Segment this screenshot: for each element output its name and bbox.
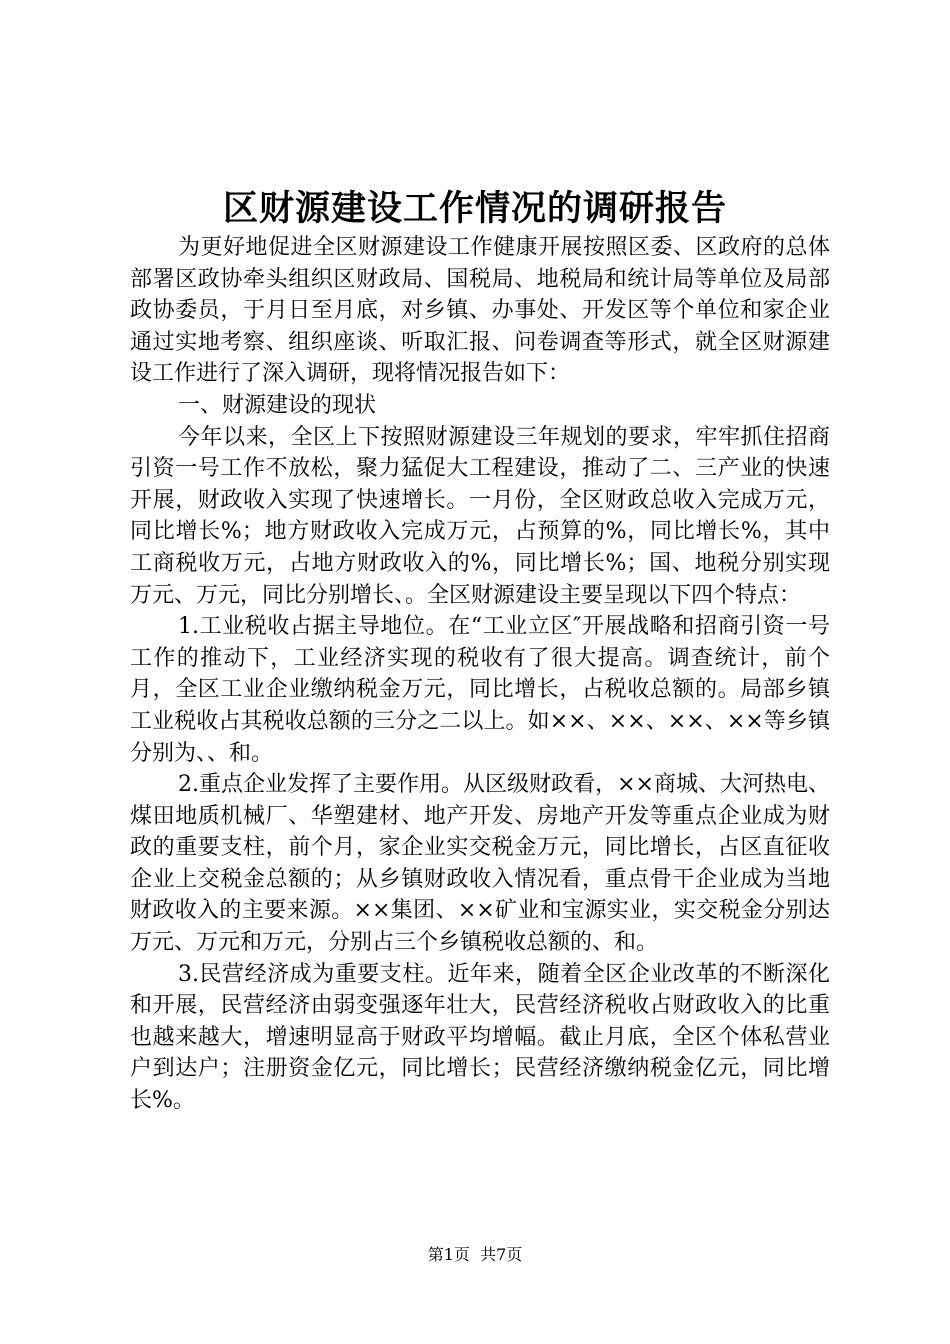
document-title: 区财源建设工作情况的调研报告	[222, 188, 727, 229]
point-1-paragraph: 1.工业税收占据主导地位。在“工业立区″开展战略和招商引资一号工作的推动下，工业经济实现的税收有了很大提高。调查统计，前个月，全区工业企业缴纳税金万元，同比增长，占税收总额的。局部乡镇工业税收占其税收总额的三分之二以上。如××、××、××、××等乡镇分别为、、和。	[130, 614, 830, 766]
section-heading: 一、财源建设的现状	[178, 392, 377, 418]
document-body	[130, 232, 830, 1117]
page-total: 共7页	[480, 1245, 523, 1264]
page-number: 第1页	[427, 1245, 470, 1264]
intro-paragraph: 为更好地促进全区财源建设工作健康开展按照区委、区政府的总体部署区政协牵头组织区财政局、国税局、地税局和统计局等单位及局部政协委员，于月日至月底，对乡镇、办事处、开发区等个单位和家企业通过实地考察、组织座谈、听取汇报、问卷调查等形式，就全区财源建设工作进行了深入调研，现将情况报告如下：	[130, 235, 830, 387]
status-paragraph: 今年以来，全区上下按照财源建设三年规划的要求，牢牢抓住招商引资一号工作不放松，聚力猛促大工程建设，推动了二、三产业的快速开展，财政收入实现了快速增长。一月份，全区财政总收入完成万元，同比增长%；地方财政收入完成万元，占预算的%，同比增长%，其中工商税收万元，占地方财政收入的%，同比增长%；国、地税分别实现万元、万元，同比分别增长、。全区财源建设主要呈现以下四个特点：	[130, 424, 830, 608]
page-footer	[0, 1244, 950, 1266]
point-2-paragraph: 2.重点企业发挥了主要作用。从区级财政看，××商城、大河热电、煤田地质机械厂、华塑建材、地产开发、房地产开发等重点企业成为财政的重要支柱，前个月，家企业实交税金万元，同比增长，占区直征收企业上交税金总额的；从乡镇财政收入情况看，重点骨干企业成为当地财政收入的主要来源。××集团、××矿业和宝源实业，实交税金分别达万元、万元和万元，分别占三个乡镇税收总额的、和。	[130, 772, 830, 956]
point-3-paragraph: 3.民营经济成为重要支柱。近年来，随着全区企业改革的不断深化和开展，民营经济由弱变强逐年壮大，民营经济税收占财政收入的比重也越来越大，增速明显高于财政平均增幅。截止月底，全区个体私营业户到达户；注册资金亿元，同比增长；民营经济缴纳税金亿元，同比增长%。	[130, 961, 830, 1114]
